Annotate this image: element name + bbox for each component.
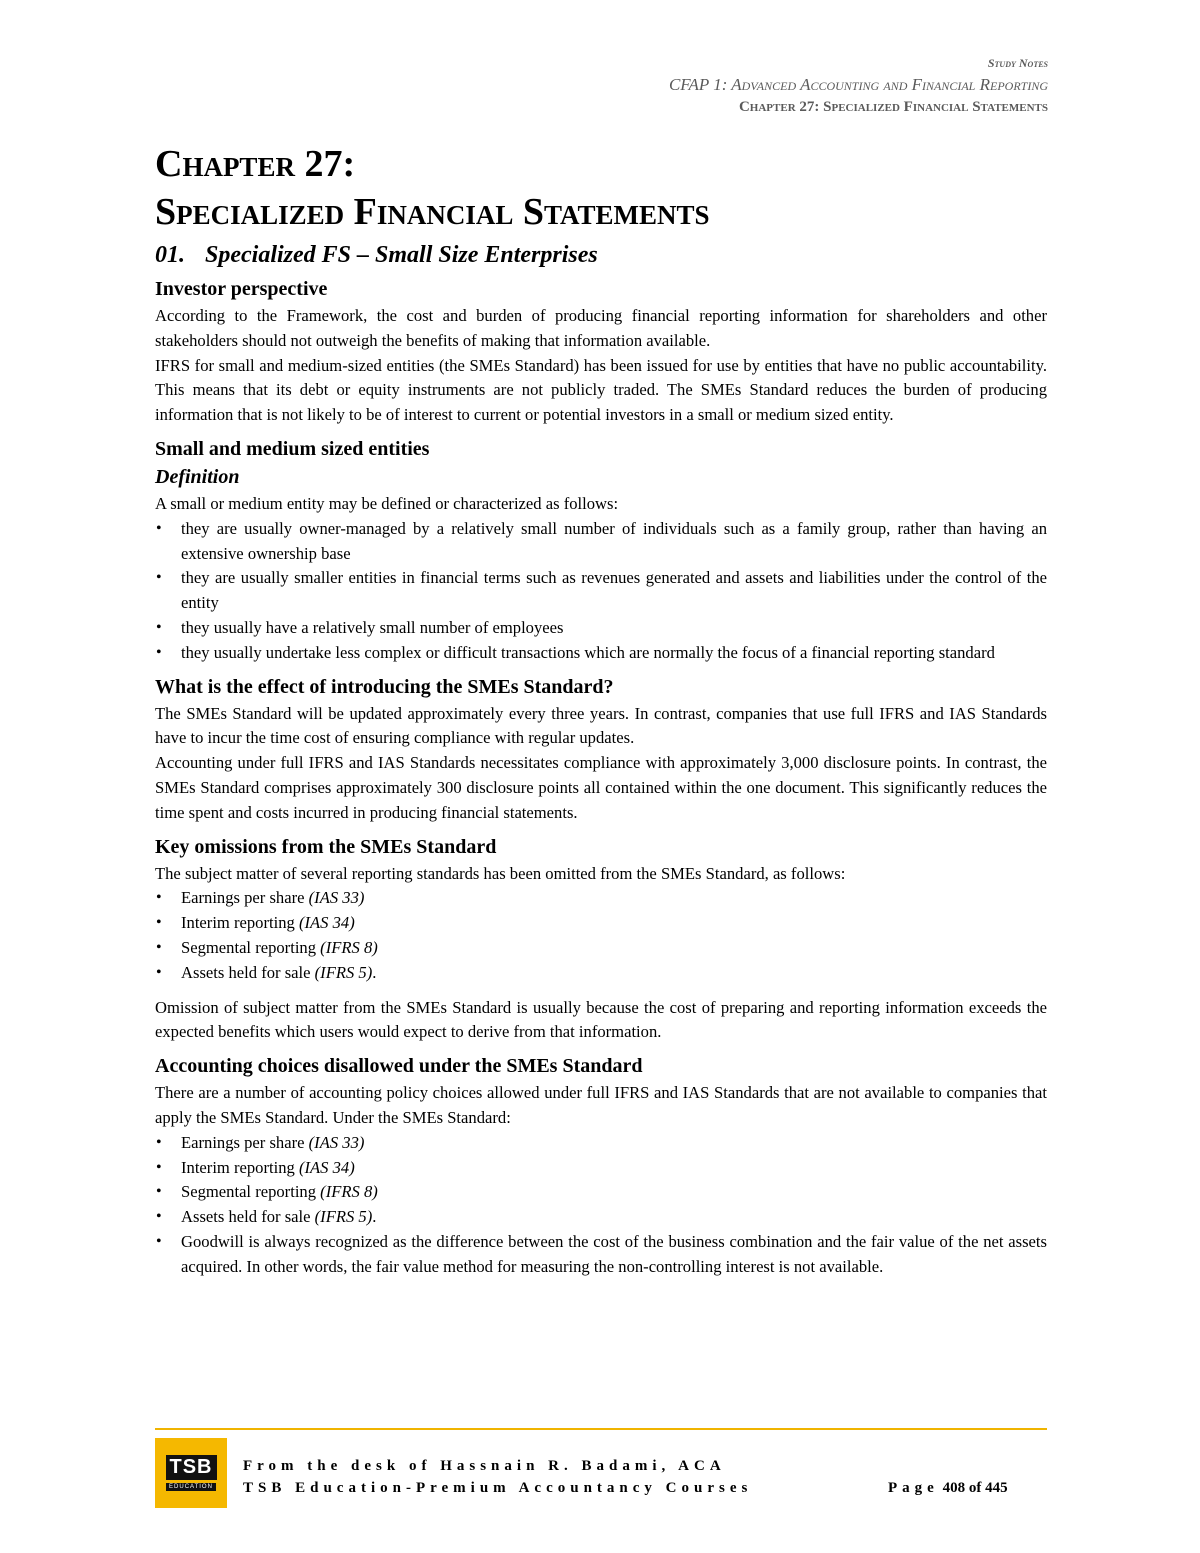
choices-list	[155, 1131, 1047, 1280]
page-content	[155, 140, 1047, 1280]
list-item: • Segmental reporting (IFRS 8)	[155, 1180, 1047, 1205]
chapter-number-title: Chapter 27:	[155, 143, 356, 185]
effect-heading: What is the effect of introducing the SMEs Standard?	[155, 675, 614, 698]
running-header	[669, 52, 1048, 118]
list-item: • they are usually smaller entities in financial terms such as revenues generated and assets and liabilities under the control of the entity	[155, 566, 1047, 616]
footer-courses: TSB Education-Premium Accountancy Courses	[243, 1480, 753, 1496]
definition-heading: Definition	[155, 465, 240, 488]
list-item: • Goodwill is always recognized as the difference between the cost of the business combination and the fair value of the net assets acquired. In other words, the fair value method for measuring the non-controlling interest is not available.	[155, 1230, 1047, 1280]
header-chapter: Chapter 27: Specialized Financial Statements	[738, 99, 1048, 115]
list-item: • they usually have a relatively small number of employees	[155, 616, 1047, 641]
omissions-intro: The subject matter of several reporting standards has been omitted from the SMEs Standard, as follows:	[155, 863, 846, 883]
section-number: 01.	[155, 242, 185, 268]
list-item: • Assets held for sale (IFRS 5).	[155, 1205, 1047, 1230]
choices-heading: Accounting choices disallowed under the SMEs Standard	[155, 1055, 643, 1078]
chapter-title: Specialized Financial Statements	[155, 191, 710, 233]
tsb-logo	[155, 1438, 227, 1508]
definition-intro: A small or medium entity may be defined or characterized as follows:	[155, 493, 619, 513]
investor-paragraph-2: IFRS for small and medium-sized entities (the SMEs Standard) has been issued for use by entities that have no public accountability. This means that its debt or equity instruments are not publicly traded. The SMEs Standard reduces the burden of producing information that is not likely to be of interest to current or potential investors in a small or medium sized entity.	[155, 355, 1047, 425]
choices-intro: There are a number of accounting policy choices allowed under full IFRS and IAS Standards that are not available to companies that apply the SMEs Standard. Under the SMEs Standard:	[155, 1083, 1047, 1127]
list-item: • Interim reporting (IAS 34)	[155, 911, 1047, 936]
omissions-closing: Omission of subject matter from the SMEs Standard is usually because the cost of preparing and reporting information exceeds the expected benefits which users would expect to derive from that information.	[155, 997, 1047, 1042]
investor-heading: Investor perspective	[155, 278, 328, 300]
effect-paragraph-2: Accounting under full IFRS and IAS Standards necessitates compliance with approximately 3,000 disclosure points. In contrast, the SMEs Standard comprises approximately 300 disclosure points all contained within the one document. This significantly reduces the time spent and costs incurred in producing financial statements.	[155, 753, 1047, 822]
list-item: • Segmental reporting (IFRS 8)	[155, 936, 1047, 961]
sme-heading: Small and medium sized entities	[155, 437, 430, 460]
logo-subtext: EDUCATION	[166, 1483, 216, 1491]
effect-paragraph-1: The SMEs Standard will be updated approximately every three years. In contrast, companies that use full IFRS and IAS Standards have to incur the time cost of ensuring compliance with regular updates.	[155, 703, 1047, 748]
section-title: Specialized FS – Small Size Enterprises	[205, 242, 598, 268]
investor-paragraph-1: According to the Framework, the cost and burden of producing financial reporting information for shareholders and other stakeholders should not outweigh the benefits of making that information available.	[155, 306, 1047, 350]
list-item: • Assets held for sale (IFRS 5).	[155, 961, 1047, 986]
definition-list	[155, 517, 1047, 666]
logo-text: TSB	[166, 1455, 217, 1480]
footer-divider	[155, 1428, 1047, 1430]
list-item: • Interim reporting (IAS 34)	[155, 1156, 1047, 1181]
footer-author: From the desk of Hassnain R. Badami, ACA	[243, 1458, 726, 1474]
header-study-notes: Study Notes	[987, 56, 1048, 70]
list-item: • Earnings per share (IAS 33)	[155, 886, 1047, 911]
section-heading	[155, 238, 1047, 272]
list-item: • they are usually owner-managed by a relatively small number of individuals such as a family group, rather than having an extensive ownership base	[155, 517, 1047, 567]
list-item: • Earnings per share (IAS 33)	[155, 1131, 1047, 1156]
page-number: Page 408 of 445	[888, 1480, 1008, 1496]
omissions-heading: Key omissions from the SMEs Standard	[155, 835, 497, 858]
omissions-list	[155, 886, 1047, 985]
list-item: • they usually undertake less complex or difficult transactions which are normally the focus of a financial reporting standard	[155, 641, 1047, 666]
header-course: CFAP 1: Advanced Accounting and Financial Reporting	[668, 75, 1048, 94]
